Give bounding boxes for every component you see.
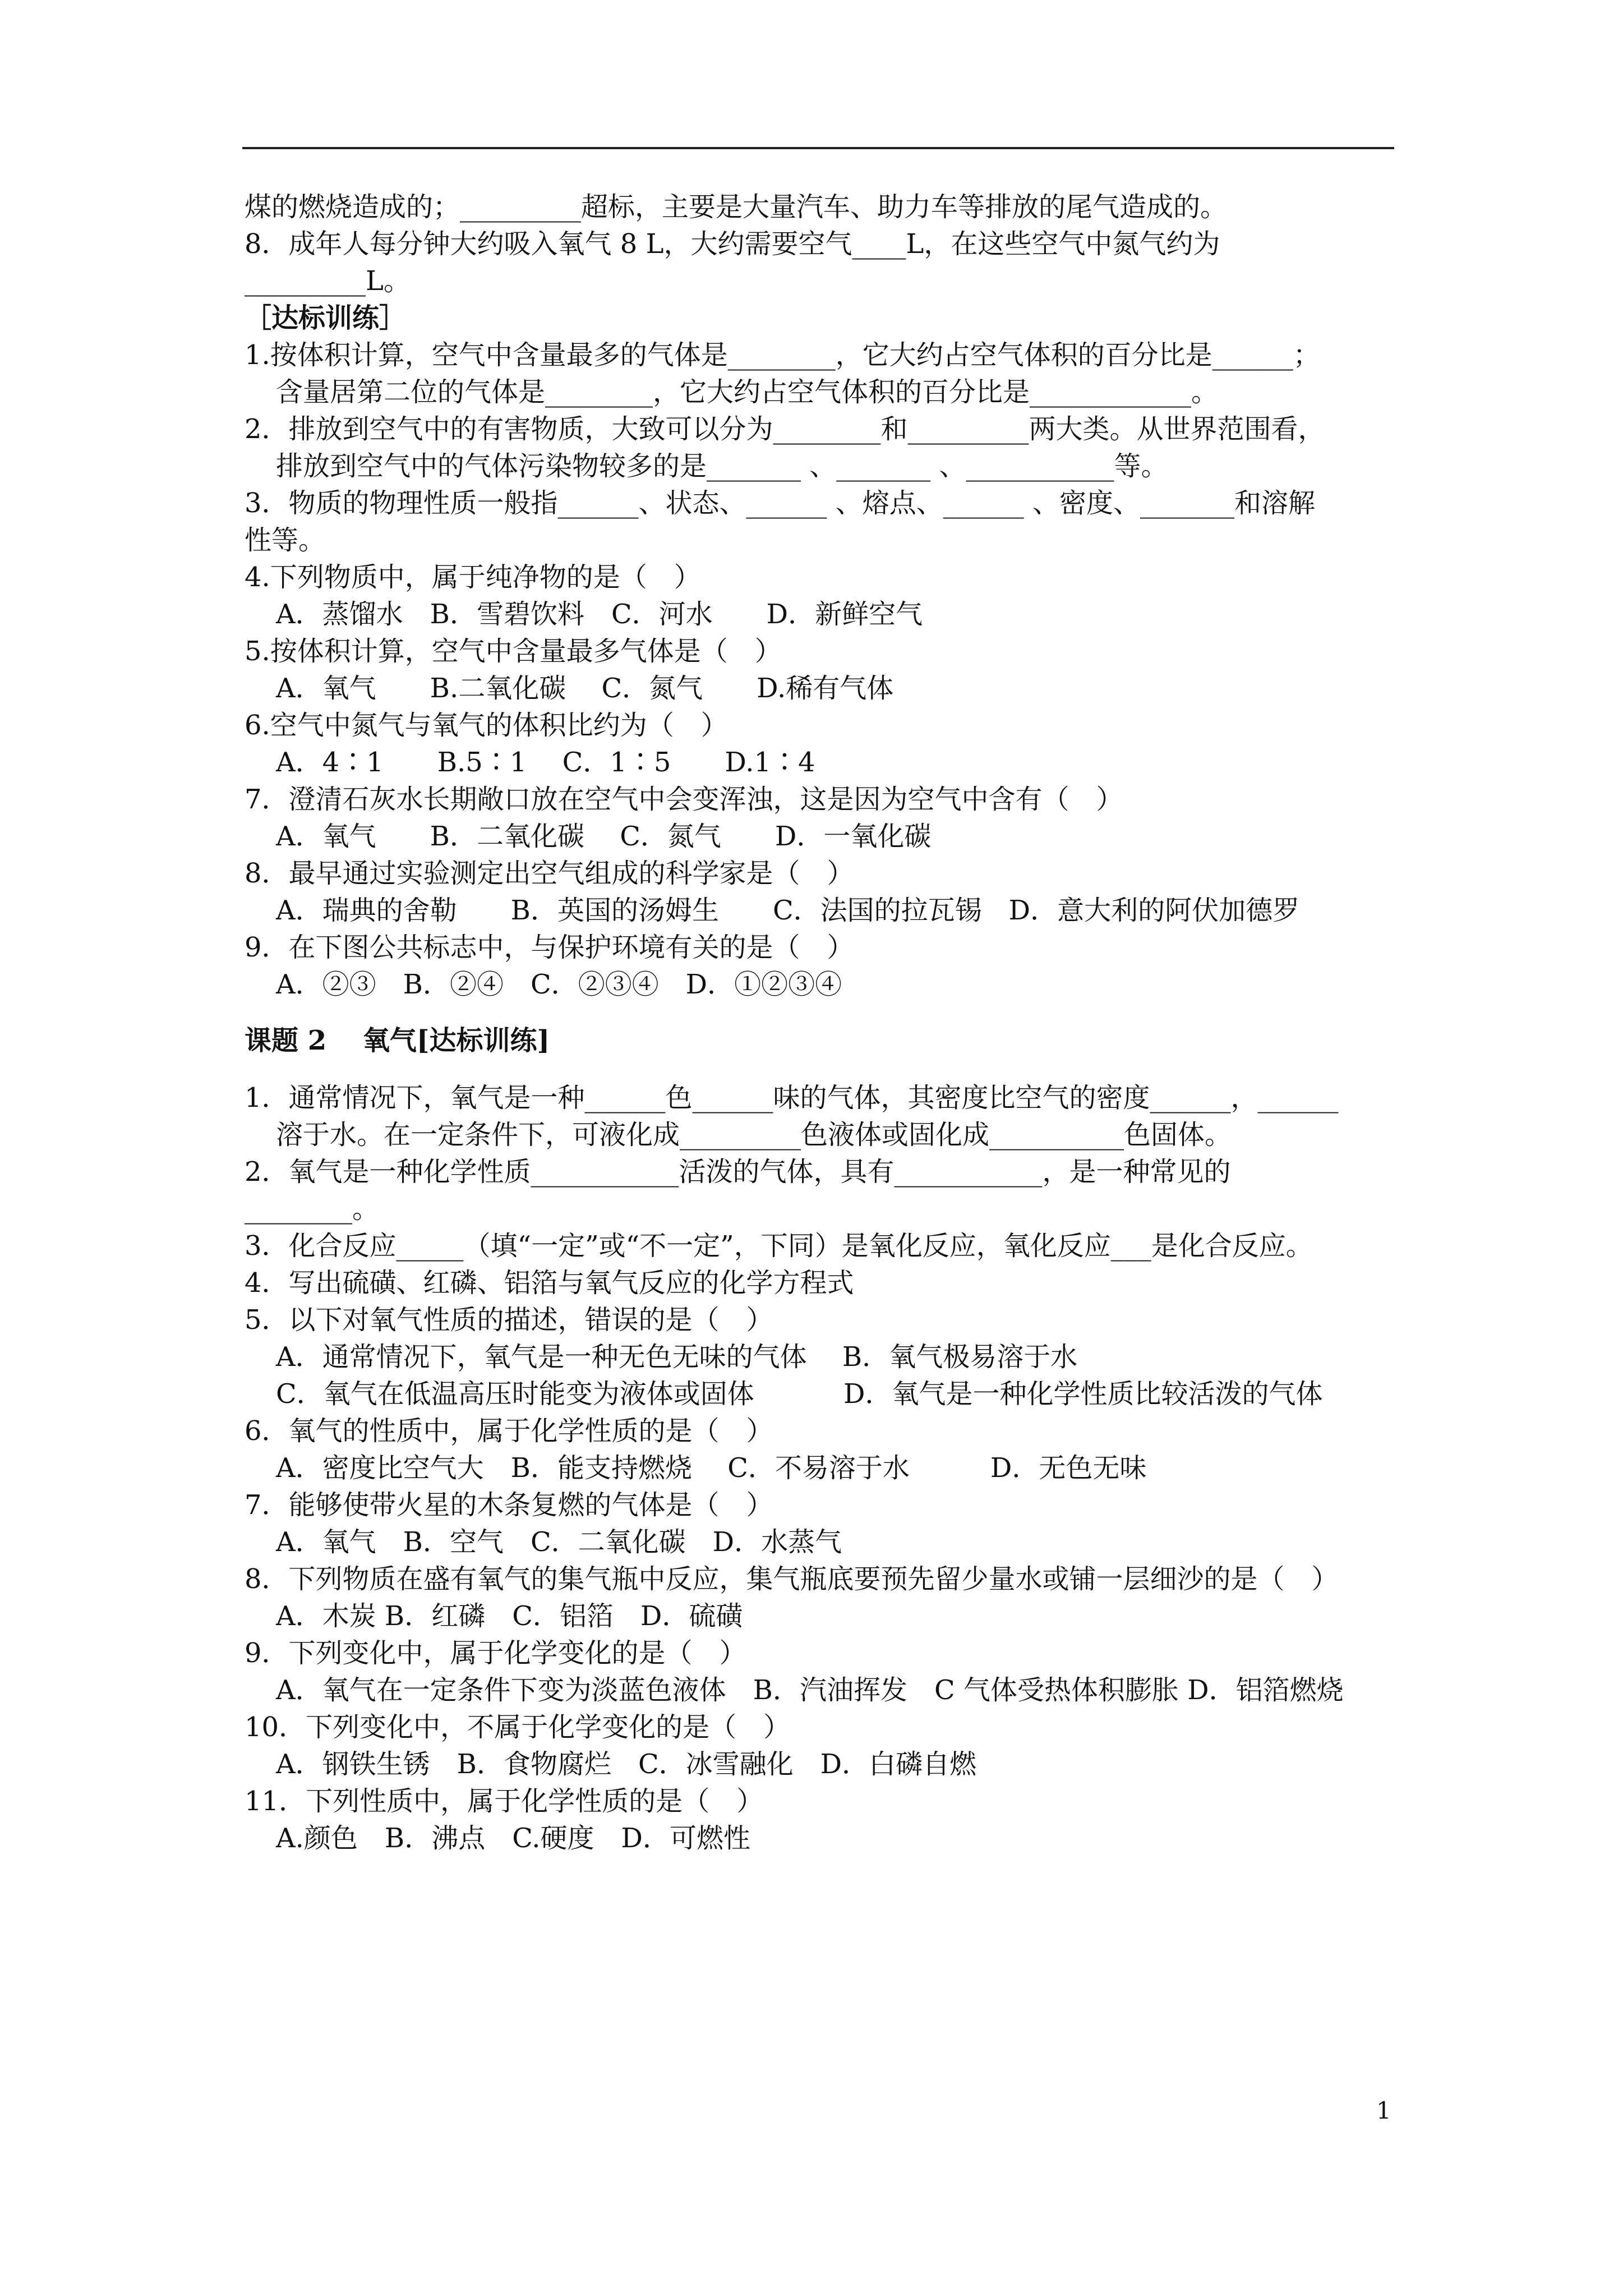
text-line: 9．在下图公共标志中，与保护环境有关的是（ ） [245,932,854,963]
text-line: 7．澄清石灰水长期敞口放在空气中会变浑浊，这是因为空气中含有（ ） [245,784,1123,815]
text-line: A．蒸馏水 B．雪碧饮料 C．河水 D．新鲜空气 [276,599,923,630]
text-line: 3．化合反应_____（填“一定”或“不一定”，下同）是氧化反应，氧化反应___是化合反应。 [245,1230,1313,1262]
header-rule [242,147,1394,149]
text-line: 1．通常情况下，氧气是一种______色______味的气体，其密度比空气的密度______，______ [245,1082,1339,1114]
text-line: A．木炭 B．红磷 C．铝箔 D．硫磺 [276,1600,743,1632]
text-line: A．瑞典的舍勒 B．英国的汤姆生 C．法国的拉瓦锡 D．意大利的阿伏加德罗 [276,895,1300,926]
text-line: 煤的燃烧造成的；_________超标，主要是大量汽车、助力车等排放的尾气造成的。 [245,191,1228,223]
text-line: A．4∶1 B.5∶1 C．1∶5 D.1∶4 [276,747,815,778]
text-line: ________。 [245,1193,380,1225]
text-line: C．氧气在低温高压时能变为液体或固体 D．氧气是一种化学性质比较活泼的气体 [276,1378,1323,1410]
text-line: 9．下列变化中，属于化学变化的是（ ） [245,1637,746,1669]
text-line: 5.按体积计算，空气中含量最多气体是（ ） [245,636,782,667]
text-line: A．氧气 B．二氧化碳 C．氮气 D．一氧化碳 [276,821,932,852]
text-line: 含量居第二位的气体是________，它大约占空气体积的百分比是____________。 [276,376,1219,408]
text-line: 3．物质的物理性质一般指______、状态、______ 、熔点、______ 、密度、_______和溶解 [245,487,1316,519]
subsection-heading: ［达标训练］ [245,302,407,334]
text-line: 11．下列性质中，属于化学性质的是（ ） [245,1786,764,1817]
text-line: 6．氧气的性质中，属于化学性质的是（ ） [245,1415,773,1447]
text-line: 5．以下对氧气性质的描述，错误的是（ ） [245,1304,773,1336]
text-line: 2．氧气是一种化学性质___________活泼的气体，具有___________，是一种常见的 [245,1156,1231,1188]
text-line: 4．写出硫磺、红磷、铝箔与氧气反应的化学方程式 [245,1267,854,1299]
text-line: 10．下列变化中，不属于化学变化的是（ ） [245,1711,791,1743]
text-line: 性等。 [245,524,326,556]
text-line: 1.按体积计算，空气中含量最多的气体是________，它大约占空气体积的百分比是______； [245,339,1320,371]
text-line: A．氧气 B.二氧化碳 C．氮气 D.稀有气体 [276,673,894,704]
text-line: A．氧气在一定条件下变为淡蓝色液体 B．汽油挥发 C 气体受热体积膨胀 D．铝箔燃烧 [276,1674,1344,1706]
text-line: 6.空气中氮气与氧气的体积比约为（ ） [245,710,728,741]
text-line: A．通常情况下，氧气是一种无色无味的气体 B．氧气极易溶于水 [276,1341,1078,1373]
text-line: 7．能够使带火星的木条复燃的气体是（ ） [245,1489,773,1521]
text-line: 排放到空气中的气体污染物较多的是_______ 、_______ 、___________等。 [276,450,1168,482]
text-line: A.颜色 B．沸点 C.硬度 D．可燃性 [276,1823,750,1854]
text-line: 8．成年人每分钟大约吸入氧气 8 L，大约需要空气____L，在这些空气中氮气约为 [245,228,1220,260]
text-line: 2．排放到空气中的有害物质，大致可以分为________和_________两大类。从世界范围看， [245,413,1325,445]
text-line: A．钢铁生锈 B．食物腐烂 C．冰雪融化 D．白磷自燃 [276,1749,977,1780]
text-line: 溶于水。在一定条件下，可液化成_________色液体或固化成__________色固体。 [276,1119,1232,1151]
page-number: 1 [1376,2097,1391,2124]
text-line: A．密度比空气大 B．能支持燃烧 C．不易溶于水 D．无色无味 [276,1452,1147,1484]
text-line: A．②③ B．②④ C．②③④ D．①②③④ [276,969,842,1000]
document-body [245,188,1417,1857]
text-line: _________L。 [245,265,411,297]
section-heading: 课题 2 氧气[达标训练] [245,1025,550,1056]
text-line: A．氧气 B．空气 C．二氧化碳 D．水蒸气 [276,1526,842,1558]
text-line: 8．最早通过实验测定出空气组成的科学家是（ ） [245,858,854,889]
text-line: 4.下列物质中，属于纯净物的是（ ） [245,562,701,593]
text-line: 8．下列物质在盛有氧气的集气瓶中反应，集气瓶底要预先留少量水或铺一层细沙的是（ ） [245,1563,1339,1595]
